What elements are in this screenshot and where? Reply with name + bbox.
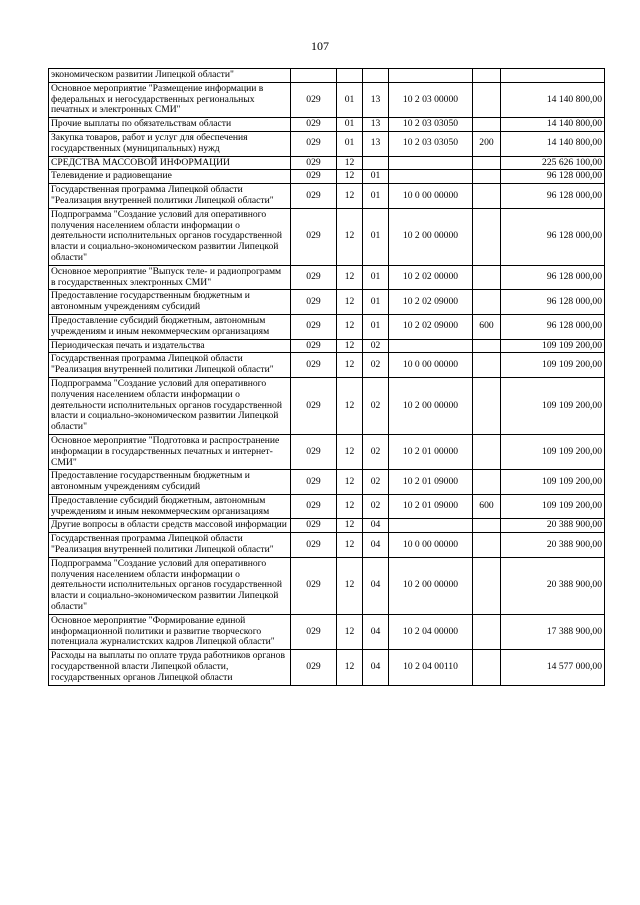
row-section-cell: 12: [337, 184, 363, 209]
row-expense-type-cell: [473, 290, 501, 315]
row-ved-cell: 029: [291, 131, 337, 156]
row-ved-cell: 029: [291, 650, 337, 685]
table-row: [49, 265, 605, 290]
row-expense-type-cell: [473, 156, 501, 170]
row-subsection-cell: 02: [363, 434, 389, 469]
table-row: [49, 470, 605, 495]
table-row: [49, 614, 605, 649]
row-subsection-cell: [363, 156, 389, 170]
row-ved-cell: 029: [291, 470, 337, 495]
table-row: [49, 118, 605, 132]
row-ved-cell: 029: [291, 557, 337, 614]
row-amount-cell: 225 626 100,00: [501, 156, 605, 170]
row-amount-cell: 109 109 200,00: [501, 377, 605, 434]
row-target-article-cell: 10 2 03 00000: [389, 82, 473, 117]
row-subsection-cell: 13: [363, 82, 389, 117]
row-amount-cell: 109 109 200,00: [501, 494, 605, 519]
row-section-cell: 12: [337, 614, 363, 649]
row-section-cell: 12: [337, 170, 363, 184]
row-subsection-cell: 02: [363, 470, 389, 495]
row-amount-cell: 109 109 200,00: [501, 339, 605, 353]
row-subsection-cell: 04: [363, 533, 389, 558]
row-target-article-cell: 10 2 01 00000: [389, 434, 473, 469]
row-subsection-cell: 04: [363, 650, 389, 685]
row-expense-type-cell: [473, 650, 501, 685]
row-section-cell: 01: [337, 131, 363, 156]
row-ved-cell: 029: [291, 156, 337, 170]
row-target-article-cell: 10 2 01 09000: [389, 494, 473, 519]
table-row: [49, 82, 605, 117]
row-name-cell: СРЕДСТВА МАССОВОЙ ИНФОРМАЦИИ: [49, 156, 291, 170]
row-name-cell: Государственная программа Липецкой области "Реализация внутренней политики Липецкой области": [49, 184, 291, 209]
row-amount-cell: 109 109 200,00: [501, 353, 605, 378]
row-expense-type-cell: [473, 377, 501, 434]
row-section-cell: 12: [337, 533, 363, 558]
row-subsection-cell: 02: [363, 339, 389, 353]
table-row: [49, 170, 605, 184]
row-ved-cell: 029: [291, 265, 337, 290]
row-expense-type-cell: [473, 353, 501, 378]
row-name-cell: экономическом развитии Липецкой области": [49, 69, 291, 83]
row-ved-cell: 029: [291, 339, 337, 353]
row-name-cell: Предоставление государственным бюджетным и автономным учреждениям субсидий: [49, 470, 291, 495]
row-ved-cell: 029: [291, 353, 337, 378]
row-name-cell: Основное мероприятие "Размещение информации в федеральных и негосударственных региональных печатных и электронных СМИ": [49, 82, 291, 117]
row-ved-cell: 029: [291, 170, 337, 184]
row-ved-cell: 029: [291, 314, 337, 339]
row-subsection-cell: 13: [363, 118, 389, 132]
row-name-cell: Прочие выплаты по обязательствам области: [49, 118, 291, 132]
row-ved-cell: 029: [291, 377, 337, 434]
table-row: [49, 208, 605, 265]
row-name-cell: Подпрограмма "Создание условий для оперативного получения населением области информации о деятельности исполнительных органов государственной власти и социально-экономическом развитии Липецкой области": [49, 208, 291, 265]
row-subsection-cell: 01: [363, 314, 389, 339]
row-ved-cell: [291, 69, 337, 83]
row-ved-cell: 029: [291, 118, 337, 132]
row-expense-type-cell: [473, 208, 501, 265]
row-amount-cell: 14 140 800,00: [501, 82, 605, 117]
row-subsection-cell: 02: [363, 377, 389, 434]
row-target-article-cell: 10 2 04 00000: [389, 614, 473, 649]
row-name-cell: Подпрограмма "Создание условий для оперативного получения населением области информации о деятельности исполнительных органов государственной власти и социально-экономическом развитии Липецкой области": [49, 557, 291, 614]
table-row: [49, 131, 605, 156]
row-section-cell: 12: [337, 470, 363, 495]
row-amount-cell: 96 128 000,00: [501, 184, 605, 209]
row-name-cell: Предоставление субсидий бюджетным, автономным учреждениям и иным некоммерческим организациям: [49, 494, 291, 519]
table-row: [49, 314, 605, 339]
row-subsection-cell: 13: [363, 131, 389, 156]
row-target-article-cell: [389, 69, 473, 83]
row-expense-type-cell: [473, 82, 501, 117]
table-row: [49, 557, 605, 614]
row-ved-cell: 029: [291, 208, 337, 265]
row-expense-type-cell: 200: [473, 131, 501, 156]
row-section-cell: 12: [337, 339, 363, 353]
row-name-cell: Основное мероприятие "Подготовка и распространение информации в государственных печатных и интернет-СМИ": [49, 434, 291, 469]
row-expense-type-cell: [473, 533, 501, 558]
table-row: [49, 650, 605, 685]
row-amount-cell: 109 109 200,00: [501, 434, 605, 469]
table-row: [49, 290, 605, 315]
row-expense-type-cell: [473, 69, 501, 83]
table-row: [49, 519, 605, 533]
row-target-article-cell: 10 2 02 00000: [389, 265, 473, 290]
row-expense-type-cell: [473, 118, 501, 132]
table-row: [49, 533, 605, 558]
table-row: [49, 69, 605, 83]
table-row: [49, 494, 605, 519]
row-target-article-cell: 10 2 02 09000: [389, 314, 473, 339]
row-section-cell: [337, 69, 363, 83]
row-target-article-cell: 10 0 00 00000: [389, 353, 473, 378]
row-subsection-cell: 01: [363, 265, 389, 290]
row-name-cell: Подпрограмма "Создание условий для оперативного получения населением области информации о деятельности исполнительных органов государственной власти и социально-экономическом развитии Липецкой области": [49, 377, 291, 434]
row-name-cell: Закупка товаров, работ и услуг для обеспечения государственных (муниципальных) нужд: [49, 131, 291, 156]
row-expense-type-cell: [473, 470, 501, 495]
table-row: [49, 377, 605, 434]
row-target-article-cell: [389, 156, 473, 170]
row-section-cell: 12: [337, 377, 363, 434]
row-section-cell: 12: [337, 650, 363, 685]
row-amount-cell: 20 388 900,00: [501, 557, 605, 614]
row-amount-cell: [501, 69, 605, 83]
row-target-article-cell: 10 2 03 03050: [389, 131, 473, 156]
row-amount-cell: 96 128 000,00: [501, 208, 605, 265]
row-subsection-cell: 01: [363, 170, 389, 184]
row-section-cell: 12: [337, 434, 363, 469]
row-subsection-cell: 01: [363, 184, 389, 209]
row-section-cell: 01: [337, 82, 363, 117]
row-expense-type-cell: 600: [473, 494, 501, 519]
row-name-cell: Основное мероприятие "Выпуск теле- и радиопрограмм в государственных электронных СМИ": [49, 265, 291, 290]
row-amount-cell: 96 128 000,00: [501, 265, 605, 290]
row-amount-cell: 20 388 900,00: [501, 519, 605, 533]
table-row: [49, 353, 605, 378]
row-target-article-cell: [389, 170, 473, 184]
row-expense-type-cell: [473, 557, 501, 614]
row-target-article-cell: 10 2 00 00000: [389, 377, 473, 434]
budget-table: [48, 68, 605, 686]
row-name-cell: Периодическая печать и издательства: [49, 339, 291, 353]
row-target-article-cell: 10 2 02 09000: [389, 290, 473, 315]
row-target-article-cell: 10 2 04 00110: [389, 650, 473, 685]
row-section-cell: 12: [337, 265, 363, 290]
row-subsection-cell: [363, 69, 389, 83]
row-amount-cell: 96 128 000,00: [501, 170, 605, 184]
row-name-cell: Предоставление государственным бюджетным и автономным учреждениям субсидий: [49, 290, 291, 315]
row-amount-cell: 14 577 000,00: [501, 650, 605, 685]
row-subsection-cell: 04: [363, 614, 389, 649]
table-row: [49, 434, 605, 469]
row-ved-cell: 029: [291, 82, 337, 117]
row-section-cell: 12: [337, 519, 363, 533]
row-target-article-cell: [389, 339, 473, 353]
row-section-cell: 12: [337, 156, 363, 170]
row-expense-type-cell: 600: [473, 314, 501, 339]
row-section-cell: 12: [337, 494, 363, 519]
row-amount-cell: 96 128 000,00: [501, 290, 605, 315]
row-name-cell: Другие вопросы в области средств массовой информации: [49, 519, 291, 533]
row-name-cell: Телевидение и радиовещание: [49, 170, 291, 184]
table-row: [49, 184, 605, 209]
row-ved-cell: 029: [291, 184, 337, 209]
row-section-cell: 12: [337, 290, 363, 315]
row-amount-cell: 96 128 000,00: [501, 314, 605, 339]
page-number: 107: [311, 39, 329, 53]
row-ved-cell: 029: [291, 494, 337, 519]
row-ved-cell: 029: [291, 434, 337, 469]
row-expense-type-cell: [473, 184, 501, 209]
row-amount-cell: 20 388 900,00: [501, 533, 605, 558]
row-ved-cell: 029: [291, 533, 337, 558]
row-amount-cell: 109 109 200,00: [501, 470, 605, 495]
row-section-cell: 12: [337, 557, 363, 614]
row-target-article-cell: [389, 519, 473, 533]
row-amount-cell: 17 388 900,00: [501, 614, 605, 649]
row-target-article-cell: 10 0 00 00000: [389, 533, 473, 558]
budget-table-body: [49, 69, 605, 686]
row-expense-type-cell: [473, 614, 501, 649]
row-section-cell: 12: [337, 314, 363, 339]
row-target-article-cell: 10 0 00 00000: [389, 184, 473, 209]
row-subsection-cell: 01: [363, 290, 389, 315]
row-section-cell: 12: [337, 208, 363, 265]
row-subsection-cell: 02: [363, 494, 389, 519]
row-subsection-cell: 02: [363, 353, 389, 378]
row-expense-type-cell: [473, 339, 501, 353]
row-ved-cell: 029: [291, 519, 337, 533]
row-target-article-cell: 10 2 03 03050: [389, 118, 473, 132]
row-amount-cell: 14 140 800,00: [501, 118, 605, 132]
table-row: [49, 339, 605, 353]
row-subsection-cell: 04: [363, 557, 389, 614]
row-name-cell: Расходы на выплаты по оплате труда работников органов государственной власти Липецкой области, государственных органов Липецкой области: [49, 650, 291, 685]
row-expense-type-cell: [473, 265, 501, 290]
row-subsection-cell: 01: [363, 208, 389, 265]
row-target-article-cell: 10 2 00 00000: [389, 208, 473, 265]
row-target-article-cell: 10 2 01 09000: [389, 470, 473, 495]
row-amount-cell: 14 140 800,00: [501, 131, 605, 156]
row-name-cell: Предоставление субсидий бюджетным, автономным учреждениям и иным некоммерческим организациям: [49, 314, 291, 339]
row-expense-type-cell: [473, 434, 501, 469]
table-row: [49, 156, 605, 170]
row-expense-type-cell: [473, 519, 501, 533]
row-target-article-cell: 10 2 00 00000: [389, 557, 473, 614]
row-name-cell: Основное мероприятие "Формирование единой информационной политики и развитие творческого потенциала журналистских кадров Липецкой области": [49, 614, 291, 649]
row-section-cell: 12: [337, 353, 363, 378]
row-subsection-cell: 04: [363, 519, 389, 533]
row-name-cell: Государственная программа Липецкой области "Реализация внутренней политики Липецкой области": [49, 353, 291, 378]
row-ved-cell: 029: [291, 290, 337, 315]
row-section-cell: 01: [337, 118, 363, 132]
row-expense-type-cell: [473, 170, 501, 184]
row-ved-cell: 029: [291, 614, 337, 649]
row-name-cell: Государственная программа Липецкой области "Реализация внутренней политики Липецкой области": [49, 533, 291, 558]
